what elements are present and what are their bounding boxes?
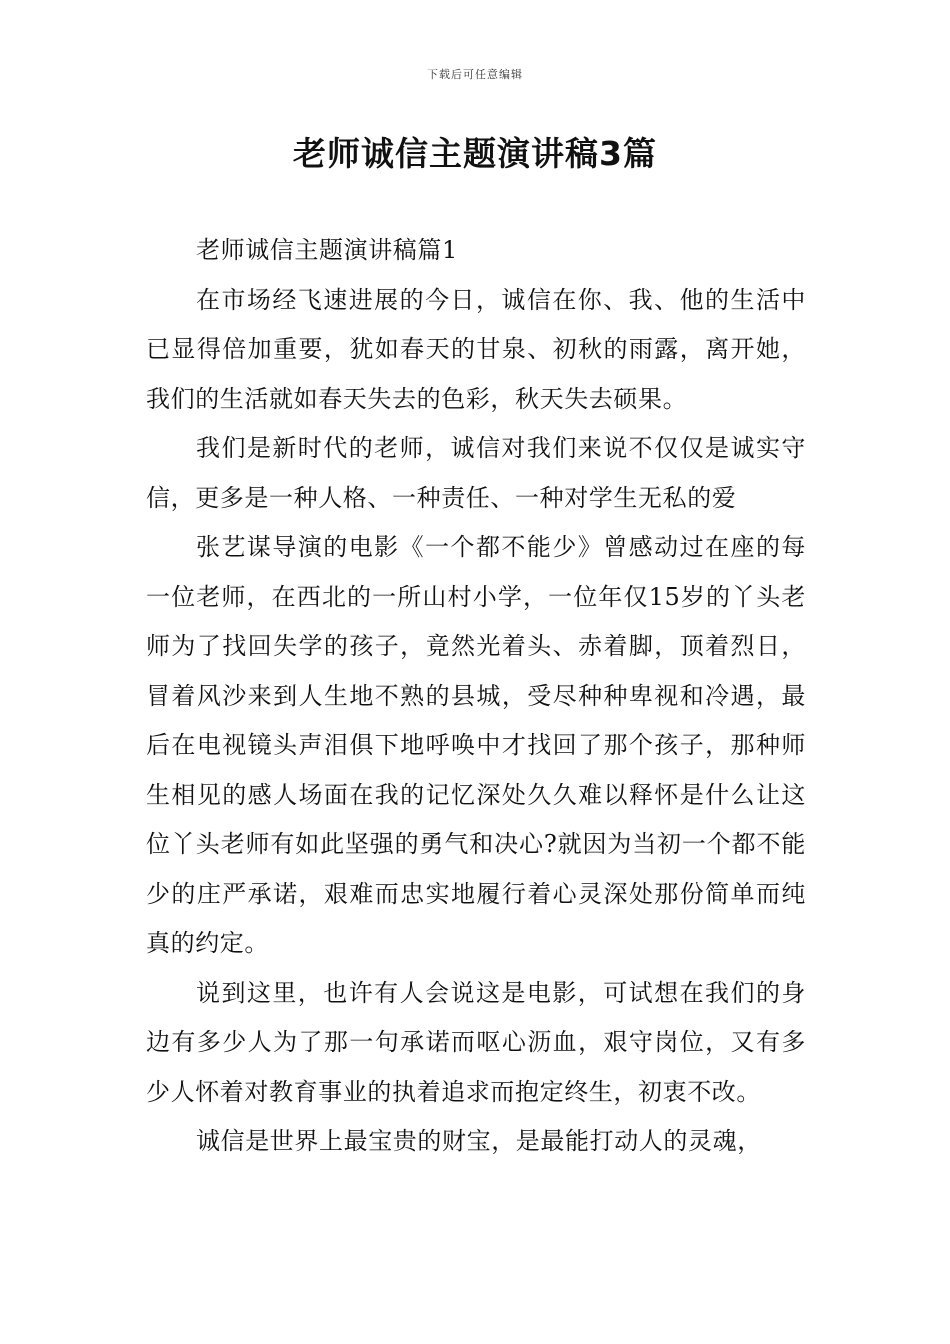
section-heading: 老师诚信主题演讲稿篇1 [196,236,458,264]
header-note: 下载后可任意编辑 [427,68,523,81]
paragraph: 我们是新时代的老师，诚信对我们来说不仅仅是诚实守信，更多是一种人格、一种责任、一种对学生无私的爱 [146,434,806,512]
paragraph: 张艺谋导演的电影《一个都不能少》曾感动过在座的每一位老师，在西北的一所山村小学，一位年仅15岁的丫头老师为了找回失学的孩子，竟然光着头、赤着脚，顶着烈日，冒着风沙来到人生地不熟的县城，受尽种种卑视和冷遇，最后在电视镜头声泪俱下地呼唤中才找回了那个孩子，那种师生相见的感人场面在我的记忆深处久久难以释怀是什么让这位丫头老师有如此坚强的勇气和决心?就因为当初一个都不能少的庄严承诺，艰难而忠实地履行着心灵深处那份简单而纯真的约定。 [146,533,806,957]
paragraph: 说到这里，也许有人会说这是电影，可试想在我们的身边有多少人为了那一句承诺而呕心沥血，艰守岗位，又有多少人怀着对教育事业的执着追求而抱定终生，初衷不改。 [146,978,806,1106]
paragraph: 诚信是世界上最宝贵的财宝，是最能打动人的灵魂， [196,1127,762,1155]
paragraph: 在市场经飞速进展的今日，诚信在你、我、他的生活中已显得倍加重要，犹如春天的甘泉、初秋的雨露，离开她，我们的生活就如春天失去的色彩，秋天失去硕果。 [146,285,806,413]
document-title: 老师诚信主题演讲稿3篇 [293,134,657,173]
document-body [146,226,806,1167]
